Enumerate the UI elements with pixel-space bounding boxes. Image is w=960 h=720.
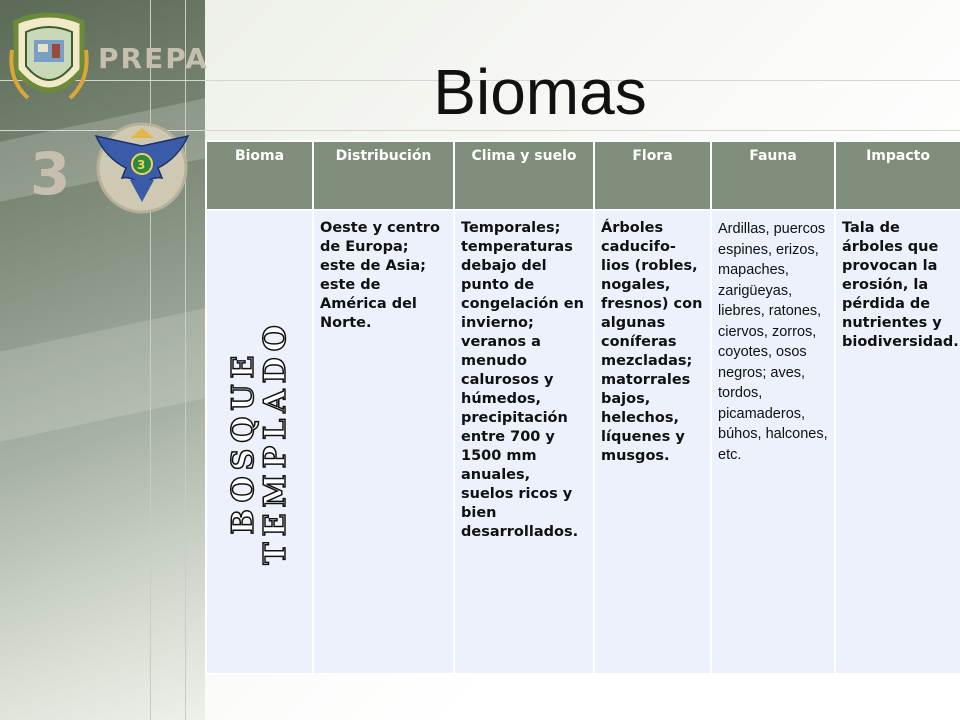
biomes-table [205,140,960,675]
header-fauna: Fauna [711,141,835,210]
cell-clima: Temporales; temperaturas debajo del punto de congelación en invierno; veranos a menudo calurosos y húmedos, precipitación entre 700 y 1500 mm anuales, suelos ricos y bien desarrollados. [454,210,594,674]
slide-title: Biomas [433,56,647,128]
cell-distribucion: Oeste y centro de Europa; este de Asia; este de América del Norte. [313,210,454,674]
cell-fauna: Ardillas, puercos espines, erizos, mapaches, zarigüeyas, liebres, ratones, ciervos, zorros, coyotes, osos negros; aves, tordos, picamaderos, búhos, halcones, etc. [711,210,835,674]
header-flora: Flora [594,141,711,210]
bioma-line-1: BOSQUE [225,349,261,535]
header-impacto: Impacto [835,141,960,210]
svg-text:3: 3 [137,158,146,172]
cell-flora: Árboles caducifo-lios (robles, nogales, fresnos) con algunas coníferas mezcladas; matorrales bajos, helechos, líquenes y musgos. [594,210,711,674]
band-stripe [0,308,205,442]
cell-bioma [206,210,313,674]
header-clima: Clima y suelo [454,141,594,210]
bioma-vertical-label [225,319,293,565]
header-bioma: Bioma [206,141,313,210]
table-header-row [206,141,960,210]
header-distribucion: Distribución [313,141,454,210]
prepa-logo-text: PREPA [98,42,209,75]
bioma-line-2: TEMPLADO [257,319,293,565]
eagle-emblem-icon [86,118,198,218]
logo-number: 3 [30,140,71,208]
table-row [206,210,960,674]
cell-impacto: Tala de árboles que provocan la erosión, la pérdida de nutrientes y biodiversidad. [835,210,960,674]
